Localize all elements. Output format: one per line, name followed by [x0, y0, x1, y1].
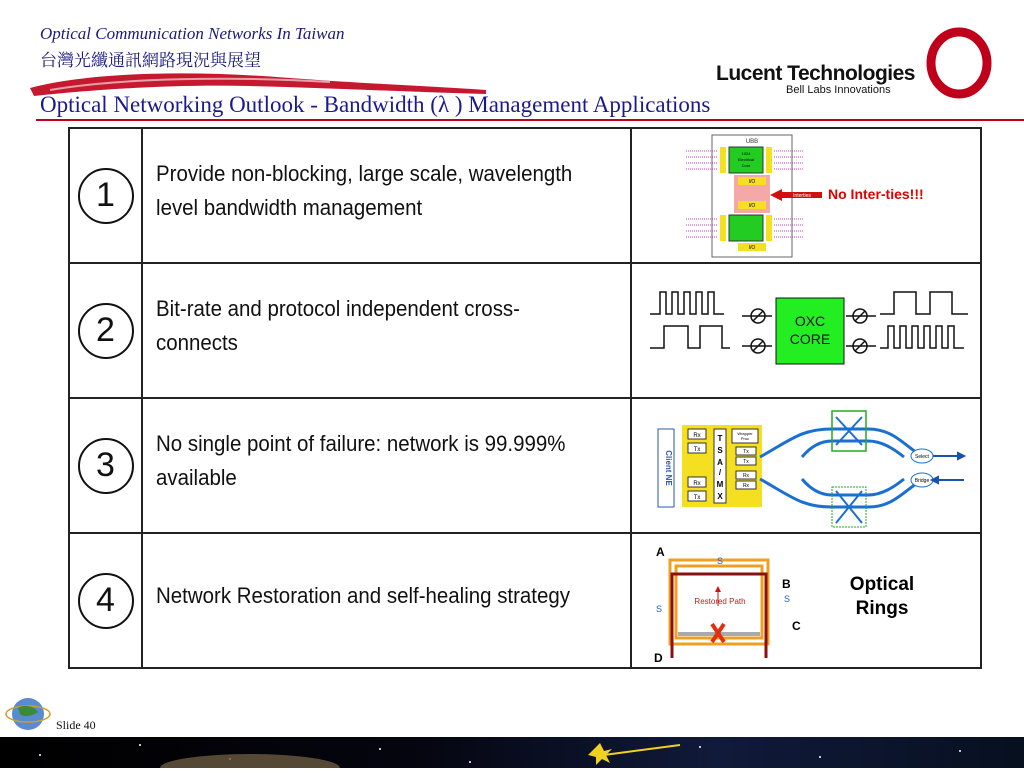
core-label: CORE: [789, 331, 831, 347]
mux-letter: M: [716, 480, 724, 489]
node-c: C: [792, 619, 801, 633]
table-row: [69, 398, 981, 533]
svg-text:Rx: Rx: [743, 483, 750, 489]
svg-text:Rx: Rx: [743, 473, 750, 479]
table-row: [69, 263, 981, 398]
node-b: B: [782, 577, 791, 591]
row-description: Provide non-blocking, large scale, wavelength level bandwidth management: [156, 160, 573, 220]
restored-path-label: Restored Path: [694, 597, 746, 606]
company-name: Lucent Technologies: [716, 62, 915, 85]
presentation-title: Optical Communication Networks In Taiwan: [40, 24, 345, 43]
table-row: [69, 533, 981, 668]
io-label: I/O: [748, 179, 756, 185]
svg-text:Tx: Tx: [743, 449, 749, 455]
mux-letter: X: [717, 492, 723, 501]
row-description: Bit-rate and protocol independent cross-connects: [156, 295, 520, 355]
oxc-core-diagram: [632, 264, 978, 397]
wrapper-label: Proc: [741, 436, 750, 441]
row-number: 3: [78, 438, 134, 494]
tx-label: Tx: [693, 447, 701, 453]
node-d: D: [654, 651, 663, 665]
io-label: I/O: [748, 203, 756, 209]
lucent-logo: [716, 62, 916, 96]
io-label: I/O: [748, 245, 756, 251]
protection-switching-diagram: [632, 399, 978, 532]
oxc-label: OXC: [794, 313, 826, 329]
rx-label: Rx: [693, 481, 701, 487]
bridge-label: Bridge: [914, 478, 930, 484]
core-label-2: Electrical: [738, 157, 755, 162]
optical-rings-label: Optical: [849, 574, 915, 595]
ubb-label: UBB: [745, 139, 759, 145]
core-label-1: 1024: [741, 151, 751, 156]
rx-label: Rx: [693, 433, 701, 439]
slide-title: Optical Networking Outlook - Bandwidth (λ ) Management Applications: [40, 92, 711, 117]
starfield-decoration: [0, 737, 1024, 768]
slide-number: Slide 40: [56, 718, 96, 732]
s-label: S: [717, 556, 724, 566]
company-tagline: Bell Labs Innovations: [786, 84, 891, 96]
select-label: Select: [915, 454, 930, 460]
svg-text:Tx: Tx: [743, 459, 749, 465]
wrapper-label: Wrapper: [737, 431, 753, 436]
no-interties-callout: No Inter-ties!!!: [828, 186, 924, 202]
electrical-core-diagram: [632, 129, 978, 262]
presentation-title-chinese: 台灣光纖通訊網路現況與展望: [40, 51, 261, 71]
client-ne-label: Client NE: [664, 450, 674, 486]
tx-label: Tx: [693, 495, 701, 501]
mux-letter: /: [719, 468, 722, 477]
optical-rings-label: Rings: [855, 598, 909, 619]
node-a: A: [656, 545, 665, 559]
row-description: Network Restoration and self-healing strategy: [156, 582, 570, 608]
globe-icon: [4, 692, 52, 736]
row-number: 2: [78, 303, 134, 359]
innovation-ring-logo-icon: [922, 22, 996, 102]
mux-letter: S: [717, 446, 723, 455]
row-description: No single point of failure: network is 99.999% available: [156, 430, 566, 490]
title-divider: [36, 119, 1024, 121]
table-row: [69, 128, 981, 263]
row-number: 1: [78, 168, 134, 224]
core-label-3: Core: [741, 163, 751, 168]
s-label: S: [656, 604, 663, 614]
interties-label: Interties: [793, 193, 812, 199]
optical-rings-diagram: [632, 534, 978, 667]
mux-letter: T: [717, 434, 723, 443]
mux-letter: A: [717, 458, 724, 467]
applications-table: [68, 127, 982, 669]
s-label: S: [784, 594, 791, 604]
footer-band: [0, 737, 1024, 768]
row-number: 4: [78, 573, 134, 629]
